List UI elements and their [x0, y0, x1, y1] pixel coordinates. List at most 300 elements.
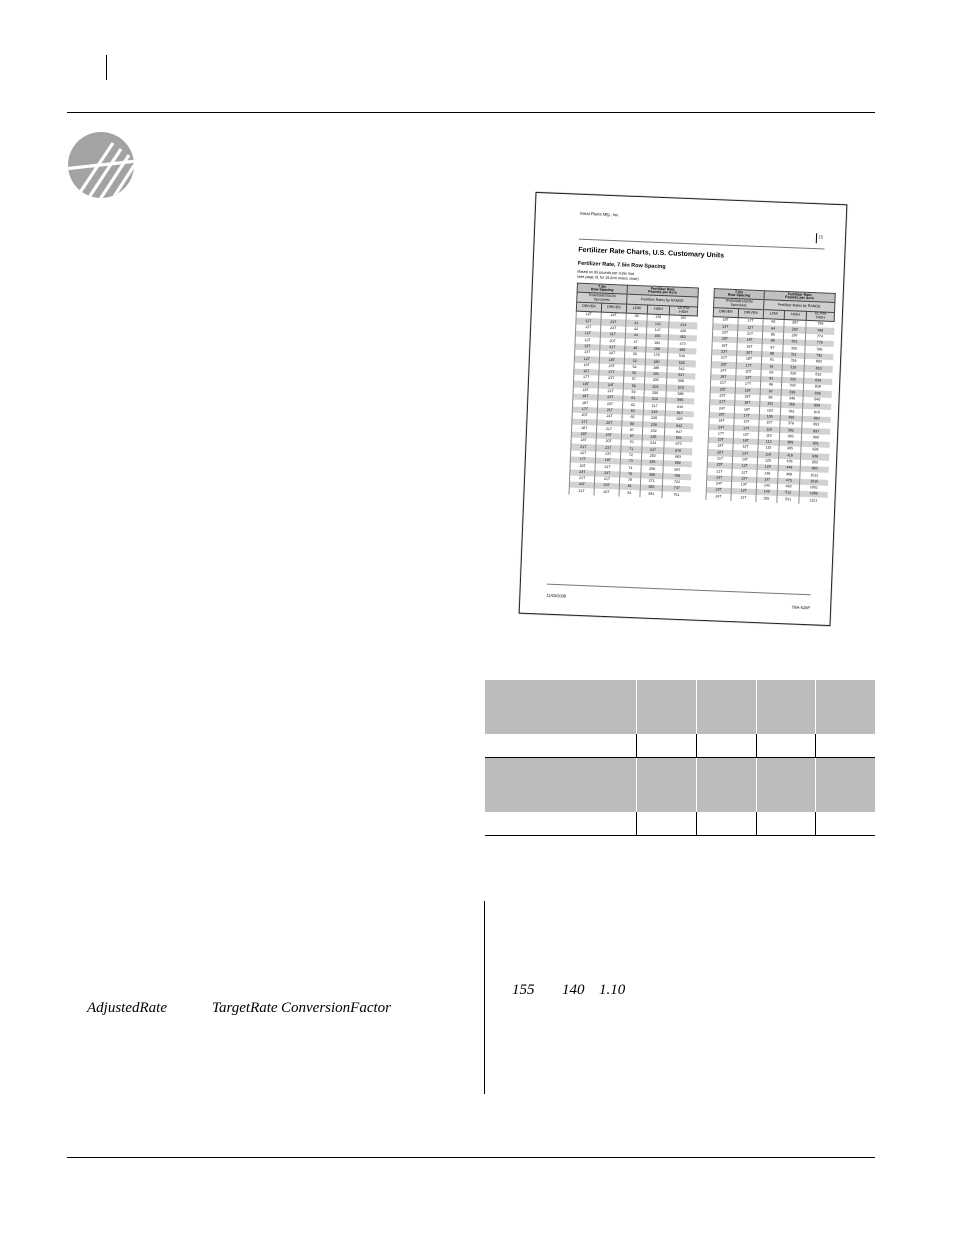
- high-rate-cell: 255: [641, 459, 664, 466]
- manual-page-footer-rule: [547, 583, 811, 594]
- high-rate-cell: 188: [645, 365, 668, 372]
- driven-sprocket-cell: 17T: [734, 425, 759, 432]
- driven-sprocket-cell: 18T: [735, 394, 760, 401]
- driven-sprocket-cell: 12T: [733, 444, 758, 451]
- high-rate-cell: 232: [642, 428, 665, 435]
- ultra-high-rate-cell: 983: [800, 466, 828, 473]
- low-rate-cell: 115: [758, 445, 779, 452]
- ultra-high-rate-cell: 900: [802, 434, 830, 441]
- settings-table-header-row: [485, 680, 875, 734]
- driver-sprocket-cell: 20T: [711, 361, 736, 368]
- high-rate-cell: 180: [645, 359, 668, 366]
- manual-page-footer-date: 11/03/2008: [546, 592, 567, 599]
- driven-sprocket-cell: 20T: [597, 420, 622, 427]
- driver-sprocket-cell: 20T: [708, 449, 733, 456]
- settings-table-cell: [816, 680, 875, 734]
- driven-sprocket-cell: 21T: [596, 426, 621, 433]
- driven-sprocket-cell: 12T: [731, 488, 756, 495]
- settings-table-cell: [696, 812, 756, 836]
- high-rate-cell: 389: [779, 440, 802, 447]
- ultra-high-rate-cell: 828: [804, 384, 832, 391]
- driver-sprocket-cell: 20T: [709, 412, 734, 419]
- low-rate-cell: 41: [626, 320, 647, 327]
- low-rate-cell: 110: [759, 426, 780, 433]
- ultra-high-rate-cell: 901: [801, 441, 829, 448]
- ultra-high-rate-cell: 891: [802, 422, 830, 429]
- driver-sprocket-cell: 12T: [575, 337, 600, 344]
- settings-table-cell: [696, 758, 756, 813]
- brand-logo-icon: [67, 131, 135, 199]
- high-rate-cell: 326: [782, 370, 805, 377]
- low-rate-cell: 91: [761, 357, 782, 364]
- ultra-high-rate-cell: 568: [667, 378, 695, 385]
- driven-sprocket-cell: 17T: [735, 381, 760, 388]
- driven-sprocket-cell: 16T: [735, 387, 760, 394]
- low-rate-cell: 119: [758, 451, 779, 458]
- driven-sprocket-cell: 24T: [601, 312, 626, 320]
- ultra-high-rate-cell: 542: [667, 366, 695, 373]
- driven-sprocket-cell: 13T: [734, 419, 759, 426]
- rate-header-low: LOW: [626, 304, 647, 314]
- high-rate-cell: 206: [644, 390, 667, 397]
- ultra-high-rate-cell: 756: [806, 321, 834, 329]
- manual-page-title: Fertilizer Rate Charts, U.S. Customary Units: [578, 246, 725, 260]
- low-rate-cell: 105: [759, 414, 780, 421]
- driver-sprocket-cell: 17T: [574, 375, 599, 382]
- rate-header-row-spacing: 7.5in Row Spacing: [714, 289, 764, 300]
- driven-sprocket-cell: 21T: [600, 332, 625, 339]
- low-rate-cell: 155: [756, 495, 777, 502]
- ultra-high-rate-cell: 673: [664, 441, 692, 448]
- driven-sprocket-cell: 17T: [734, 413, 759, 420]
- rate-header-by-range: Fertilizer Rates by RANGE: [763, 300, 834, 312]
- driver-sprocket-cell: 18T: [573, 400, 598, 407]
- driver-sprocket-cell: 13T: [575, 343, 600, 350]
- low-rate-cell: 42: [625, 326, 646, 333]
- settings-table-cell: [637, 812, 697, 836]
- driver-sprocket-cell: 20T: [710, 386, 735, 393]
- ultra-high-rate-cell: 803: [805, 359, 833, 366]
- driver-sprocket-cell: 17T: [572, 419, 597, 426]
- high-rate-cell: 416: [778, 452, 801, 459]
- ultra-high-rate-cell: 570: [667, 385, 695, 392]
- driver-sprocket-cell: 24T: [709, 424, 734, 431]
- driven-sprocket-cell: 20T: [599, 351, 624, 358]
- low-rate-cell: 81: [619, 484, 640, 491]
- high-rate-cell: 212: [644, 396, 667, 403]
- ultra-high-rate-cell: 839: [804, 378, 832, 385]
- ultra-high-rate-cell: 936: [801, 453, 829, 460]
- driver-sprocket-cell: 20T: [570, 463, 595, 470]
- driven-sprocket-cell: 23T: [601, 319, 626, 326]
- settings-table-cell: [637, 680, 697, 734]
- driven-sprocket-cell: 16T: [737, 343, 762, 350]
- ultra-high-rate-cell: 1121: [799, 497, 827, 504]
- high-rate-cell: 217: [643, 403, 666, 410]
- footer-rule: [67, 1157, 875, 1158]
- high-rate-cell: 333: [781, 377, 804, 384]
- high-rate-cell: 283: [640, 484, 663, 491]
- driver-sprocket-cell: 23T: [708, 437, 733, 444]
- driver-sprocket-cell: 18T: [708, 443, 733, 450]
- rate-header-transmission: TRANSMISSION Sprockets: [714, 298, 764, 309]
- low-rate-cell: 87: [762, 344, 783, 351]
- low-rate-cell: 70: [621, 440, 642, 447]
- driven-sprocket-cell: 13T: [733, 450, 758, 457]
- driver-sprocket-cell: 23T: [712, 330, 737, 337]
- low-rate-cell: 57: [623, 377, 644, 384]
- low-rate-cell: 110: [758, 433, 779, 440]
- driver-sprocket-cell: 18T: [713, 317, 738, 325]
- ultra-high-rate-cell: 510: [668, 353, 696, 360]
- high-rate-cell: 135: [647, 314, 670, 322]
- ultra-high-rate-cell: 774: [806, 334, 834, 341]
- driver-sprocket-cell: 21T: [711, 355, 736, 362]
- high-rate-cell: 200: [644, 378, 667, 385]
- low-rate-cell: 103: [759, 407, 780, 414]
- low-rate-cell: 67: [621, 433, 642, 440]
- high-rate-cell: 339: [781, 389, 804, 396]
- rate-header-driver: DRIVER: [713, 307, 738, 317]
- low-rate-cell: 66: [622, 421, 643, 428]
- ultra-high-rate-cell: 629: [665, 416, 693, 423]
- driven-sprocket-cell: 13T: [731, 482, 756, 489]
- ultra-high-rate-cell: 768: [806, 327, 834, 334]
- driver-sprocket-cell: 18T: [572, 425, 597, 432]
- driver-sprocket-cell: 23T: [706, 487, 731, 494]
- high-rate-cell: 449: [778, 465, 801, 472]
- high-rate-cell: 346: [781, 396, 804, 403]
- ultra-high-rate-cell: 836: [803, 390, 831, 397]
- ultra-high-rate-cell: 429: [669, 328, 697, 335]
- manual-page-note-2: (see page 31 for 19.2cm metric chart): [577, 274, 639, 282]
- high-rate-cell: 162: [646, 340, 669, 347]
- driven-sprocket-cell: 21T: [597, 407, 622, 414]
- low-rate-cell: 78: [619, 477, 640, 484]
- driver-sprocket-cell: 24T: [709, 405, 734, 412]
- settings-table-cell: [485, 812, 637, 836]
- driven-sprocket-cell: 16T: [733, 438, 758, 445]
- example-value-a: 155: [512, 982, 535, 998]
- driven-sprocket-cell: 13T: [732, 476, 757, 483]
- driver-sprocket-cell: 20T: [571, 431, 596, 438]
- settings-table-cell: [637, 758, 697, 813]
- high-rate-cell: 356: [780, 402, 803, 409]
- rate-header-ultra: ULTRA HIGH: [670, 306, 698, 316]
- low-rate-cell: 125: [757, 458, 778, 465]
- low-rate-cell: 143: [756, 483, 777, 490]
- low-rate-cell: 61: [623, 396, 644, 403]
- driver-sprocket-cell: 16T: [573, 387, 598, 394]
- high-rate-cell: 203: [644, 384, 667, 391]
- high-rate-cell: 230: [643, 422, 666, 429]
- rate-header-transmission: TRANSMISSION Sprockets: [577, 293, 627, 304]
- ultra-high-rate-cell: 676: [664, 448, 692, 455]
- driven-sprocket-cell: 18T: [595, 457, 620, 464]
- driven-sprocket-cell: 12T: [738, 325, 763, 332]
- ultra-high-rate-cell: 1015: [800, 478, 828, 485]
- driven-sprocket-cell: 21T: [598, 388, 623, 395]
- low-rate-cell: 52: [624, 358, 645, 365]
- low-rate-cell: 93: [761, 376, 782, 383]
- formula-conversion-factor: ConversionFactor: [281, 1000, 391, 1016]
- high-rate-cell: 226: [643, 415, 666, 422]
- driver-sprocket-cell: 23T: [570, 469, 595, 476]
- rate-header-by-range: Fertilizer Rates by RANGE: [627, 295, 698, 307]
- driver-sprocket-cell: 17T: [572, 406, 597, 413]
- low-rate-cell: 129: [757, 464, 778, 471]
- driven-sprocket-cell: 18T: [737, 337, 762, 344]
- high-rate-cell: 155: [646, 333, 669, 340]
- ultra-high-rate-cell: 751: [662, 492, 690, 499]
- high-rate-cell: 147: [646, 327, 669, 334]
- driven-sprocket-cell: 24T: [595, 470, 620, 477]
- ultra-high-rate-cell: 815: [804, 371, 832, 378]
- settings-table-cell: [485, 734, 637, 758]
- driver-sprocket-cell: 12T: [571, 450, 596, 457]
- ultra-high-rate-cell: 485: [668, 347, 696, 354]
- high-rate-cell: 311: [782, 352, 805, 359]
- driven-sprocket-cell: 20T: [597, 401, 622, 408]
- driven-sprocket-cell: 18T: [736, 356, 761, 363]
- ultra-high-rate-cell: 642: [665, 422, 693, 429]
- driven-sprocket-cell: 24T: [597, 413, 622, 420]
- low-rate-cell: 47: [625, 339, 646, 346]
- high-rate-cell: 287: [784, 320, 807, 328]
- driver-sprocket-cell: 12T: [576, 311, 601, 319]
- high-rate-cell: 405: [779, 446, 802, 453]
- driven-sprocket-cell: 23T: [596, 445, 621, 452]
- high-rate-cell: 531: [777, 496, 800, 503]
- driven-sprocket-cell: 17T: [736, 362, 761, 369]
- rate-header-high: HIGH: [647, 305, 670, 315]
- ultra-high-rate-cell: 452: [669, 334, 697, 341]
- low-rate-cell: 50: [624, 352, 645, 359]
- high-rate-cell: 376: [780, 421, 803, 428]
- driven-sprocket-cell: 13T: [732, 457, 757, 464]
- driver-sprocket-cell: 20T: [572, 412, 597, 419]
- ultra-high-rate-cell: 595: [666, 397, 694, 404]
- rate-header-rate: Fertilizer Rate Pounds per Acre: [764, 291, 835, 303]
- driven-sprocket-cell: 20T: [596, 439, 621, 446]
- ultra-high-rate-cell: 397: [669, 315, 697, 323]
- low-rate-cell: 65: [622, 414, 643, 421]
- driver-sprocket-cell: 12T: [574, 368, 599, 375]
- low-rate-cell: 97: [760, 388, 781, 395]
- high-rate-cell: 191: [645, 371, 668, 378]
- high-rate-cell: 258: [641, 466, 664, 473]
- rate-header-rate: Fertilizer Rate Pounds per Acre: [627, 285, 698, 297]
- driver-sprocket-cell: 23T: [710, 393, 735, 400]
- settings-table-cell: [485, 758, 637, 813]
- settings-table-row: [485, 812, 875, 836]
- driver-sprocket-cell: 23T: [707, 475, 732, 482]
- high-rate-cell: 271: [640, 478, 663, 485]
- high-rate-cell: 305: [783, 345, 806, 352]
- low-rate-cell: 88: [762, 351, 783, 358]
- low-rate-cell: 137: [757, 477, 778, 484]
- settings-table-cell: [485, 680, 637, 734]
- high-rate-cell: 219: [643, 409, 666, 416]
- low-rate-cell: 81: [619, 490, 640, 497]
- high-rate-cell: 250: [641, 453, 664, 460]
- high-rate-cell: 319: [782, 364, 805, 371]
- ultra-high-rate-cell: 414: [669, 322, 697, 329]
- settings-table-row: [485, 734, 875, 758]
- driven-sprocket-cell: 17T: [738, 318, 763, 326]
- ultra-high-rate-cell: 525: [668, 360, 696, 367]
- ultra-high-rate-cell: 870: [803, 409, 831, 416]
- driven-sprocket-cell: 23T: [599, 363, 624, 370]
- high-rate-cell: 244: [642, 440, 665, 447]
- settings-table-cell: [756, 680, 816, 734]
- ultra-high-rate-cell: 610: [666, 404, 694, 411]
- ultra-high-rate-cell: 858: [803, 403, 831, 410]
- low-rate-cell: 149: [756, 489, 777, 496]
- driven-sprocket-cell: 20T: [736, 369, 761, 376]
- driven-sprocket-cell: 12T: [733, 432, 758, 439]
- high-rate-cell: 141: [647, 321, 670, 328]
- low-rate-cell: 91: [761, 363, 782, 370]
- driven-sprocket-cell: 16T: [735, 400, 760, 407]
- low-rate-cell: 67: [621, 427, 642, 434]
- settings-table-cell: [756, 734, 816, 758]
- driven-sprocket-cell: 20T: [600, 338, 625, 345]
- ultra-high-rate-cell: 810: [804, 365, 832, 372]
- driver-sprocket-cell: 21T: [571, 444, 596, 451]
- settings-table-cell: [756, 758, 816, 813]
- high-rate-cell: 493: [777, 484, 800, 491]
- driven-sprocket-cell: 23T: [598, 376, 623, 383]
- driven-sprocket-cell: 21T: [737, 331, 762, 338]
- driver-sprocket-cell: 23T: [712, 349, 737, 356]
- high-rate-cell: 469: [778, 471, 801, 478]
- ultra-high-rate-cell: 617: [666, 410, 694, 417]
- manual-page-subtitle: Fertilizer Rate, 7.5in Row Spacing: [577, 260, 666, 271]
- driver-sprocket-cell: 24T: [706, 481, 731, 488]
- high-rate-cell: 475: [777, 477, 800, 484]
- low-rate-cell: 73: [620, 458, 641, 465]
- formula-adjusted-rate: AdjustedRate: [87, 1000, 167, 1016]
- settings-table: [485, 680, 875, 836]
- driver-sprocket-cell: 12T: [576, 318, 601, 325]
- ultra-high-rate-cell: 883: [802, 415, 830, 422]
- driven-sprocket-cell: 24T: [598, 382, 623, 389]
- driven-sprocket-cell: 17T: [599, 369, 624, 376]
- high-rate-cell: 333: [781, 383, 804, 390]
- rate-header-ultra: ULTRA HIGH: [806, 311, 834, 321]
- low-rate-cell: 62: [763, 319, 784, 327]
- ultra-high-rate-cell: 785: [805, 346, 833, 353]
- rate-header-low: LOW: [763, 309, 784, 319]
- low-rate-cell: 85: [762, 332, 783, 339]
- driven-sprocket-cell: 12T: [732, 469, 757, 476]
- driver-sprocket-cell: 21T: [710, 399, 735, 406]
- driver-sprocket-cell: 18T: [573, 381, 598, 388]
- ultra-high-rate-cell: 1051: [800, 485, 828, 492]
- ultra-high-rate-cell: 651: [664, 435, 692, 442]
- driver-sprocket-cell: 17T: [570, 456, 595, 463]
- ultra-high-rate-cell: 647: [665, 429, 693, 436]
- high-rate-cell: 284: [640, 491, 663, 498]
- driver-sprocket-cell: 16T: [574, 362, 599, 369]
- low-rate-cell: 76: [620, 471, 641, 478]
- low-rate-cell: 64: [763, 326, 784, 333]
- ultra-high-rate-cell: 697: [663, 467, 691, 474]
- driver-sprocket-cell: 24T: [569, 482, 594, 489]
- ultra-high-rate-cell: 692: [663, 460, 691, 467]
- example-value-b: 140: [562, 982, 585, 998]
- driver-sprocket-cell: 20T: [712, 336, 737, 343]
- driver-sprocket-cell: 18T: [712, 342, 737, 349]
- low-rate-cell: 102: [760, 401, 781, 408]
- manual-page-number: 15: [818, 234, 824, 240]
- header-rule: [67, 112, 875, 113]
- manual-page-number-bar: [816, 233, 817, 243]
- high-rate-cell: 283: [783, 326, 806, 333]
- low-rate-cell: 44: [625, 333, 646, 340]
- driver-sprocket-cell: 21T: [710, 380, 735, 387]
- driven-sprocket-cell: 23T: [598, 395, 623, 402]
- high-rate-cell: 176: [645, 352, 668, 359]
- driver-sprocket-cell: 12T: [575, 331, 600, 338]
- low-rate-cell: 72: [620, 452, 641, 459]
- manual-page-header: Great Plains Mfg., Inc.: [579, 210, 620, 218]
- settings-table-cell: [816, 812, 875, 836]
- low-rate-cell: 39: [626, 313, 647, 321]
- rate-table-left: [568, 283, 698, 499]
- high-rate-cell: 435: [778, 459, 801, 466]
- driven-sprocket-cell: 21T: [594, 476, 619, 483]
- driver-sprocket-cell: 18T: [571, 438, 596, 445]
- driver-sprocket-cell: 21T: [707, 468, 732, 475]
- ultra-high-rate-cell: 1086: [799, 491, 827, 498]
- high-rate-cell: 168: [646, 346, 669, 353]
- low-rate-cell: 55: [624, 370, 645, 377]
- high-rate-cell: 316: [782, 358, 805, 365]
- high-rate-cell: 297: [783, 333, 806, 340]
- high-rate-cell: 268: [641, 472, 664, 479]
- example-sidebar-bar: [484, 901, 485, 1094]
- ultra-high-rate-cell: 547: [667, 372, 695, 379]
- driver-sprocket-cell: 13T: [576, 324, 601, 331]
- low-rate-cell: 48: [625, 345, 646, 352]
- low-rate-cell: 63: [622, 408, 643, 415]
- driven-sprocket-cell: 23T: [596, 432, 621, 439]
- low-rate-cell: 62: [622, 402, 643, 409]
- driven-sprocket-cell: 13T: [736, 375, 761, 382]
- settings-table-header-row: [485, 758, 875, 813]
- driven-sprocket-cell: 18T: [599, 357, 624, 364]
- example-value-c: 1.10: [599, 982, 626, 998]
- driver-sprocket-cell: 17T: [708, 431, 733, 438]
- rate-table-right: [705, 288, 835, 504]
- driver-sprocket-cell: 13T: [575, 350, 600, 357]
- settings-table-cell: [637, 734, 697, 758]
- page-margin-marker: [106, 55, 107, 80]
- driven-sprocket-cell: 20T: [737, 350, 762, 357]
- driven-sprocket-cell: 21T: [595, 464, 620, 471]
- settings-table-cell: [696, 680, 756, 734]
- low-rate-cell: 74: [620, 465, 641, 472]
- ultra-high-rate-cell: 747: [662, 485, 690, 492]
- low-rate-cell: 58: [623, 383, 644, 390]
- ultra-high-rate-cell: 897: [802, 428, 830, 435]
- high-rate-cell: 247: [642, 447, 665, 454]
- settings-table-cell: [816, 734, 875, 758]
- rate-header-driven: DRIVEN: [601, 303, 626, 313]
- driver-sprocket-cell: 20T: [707, 462, 732, 469]
